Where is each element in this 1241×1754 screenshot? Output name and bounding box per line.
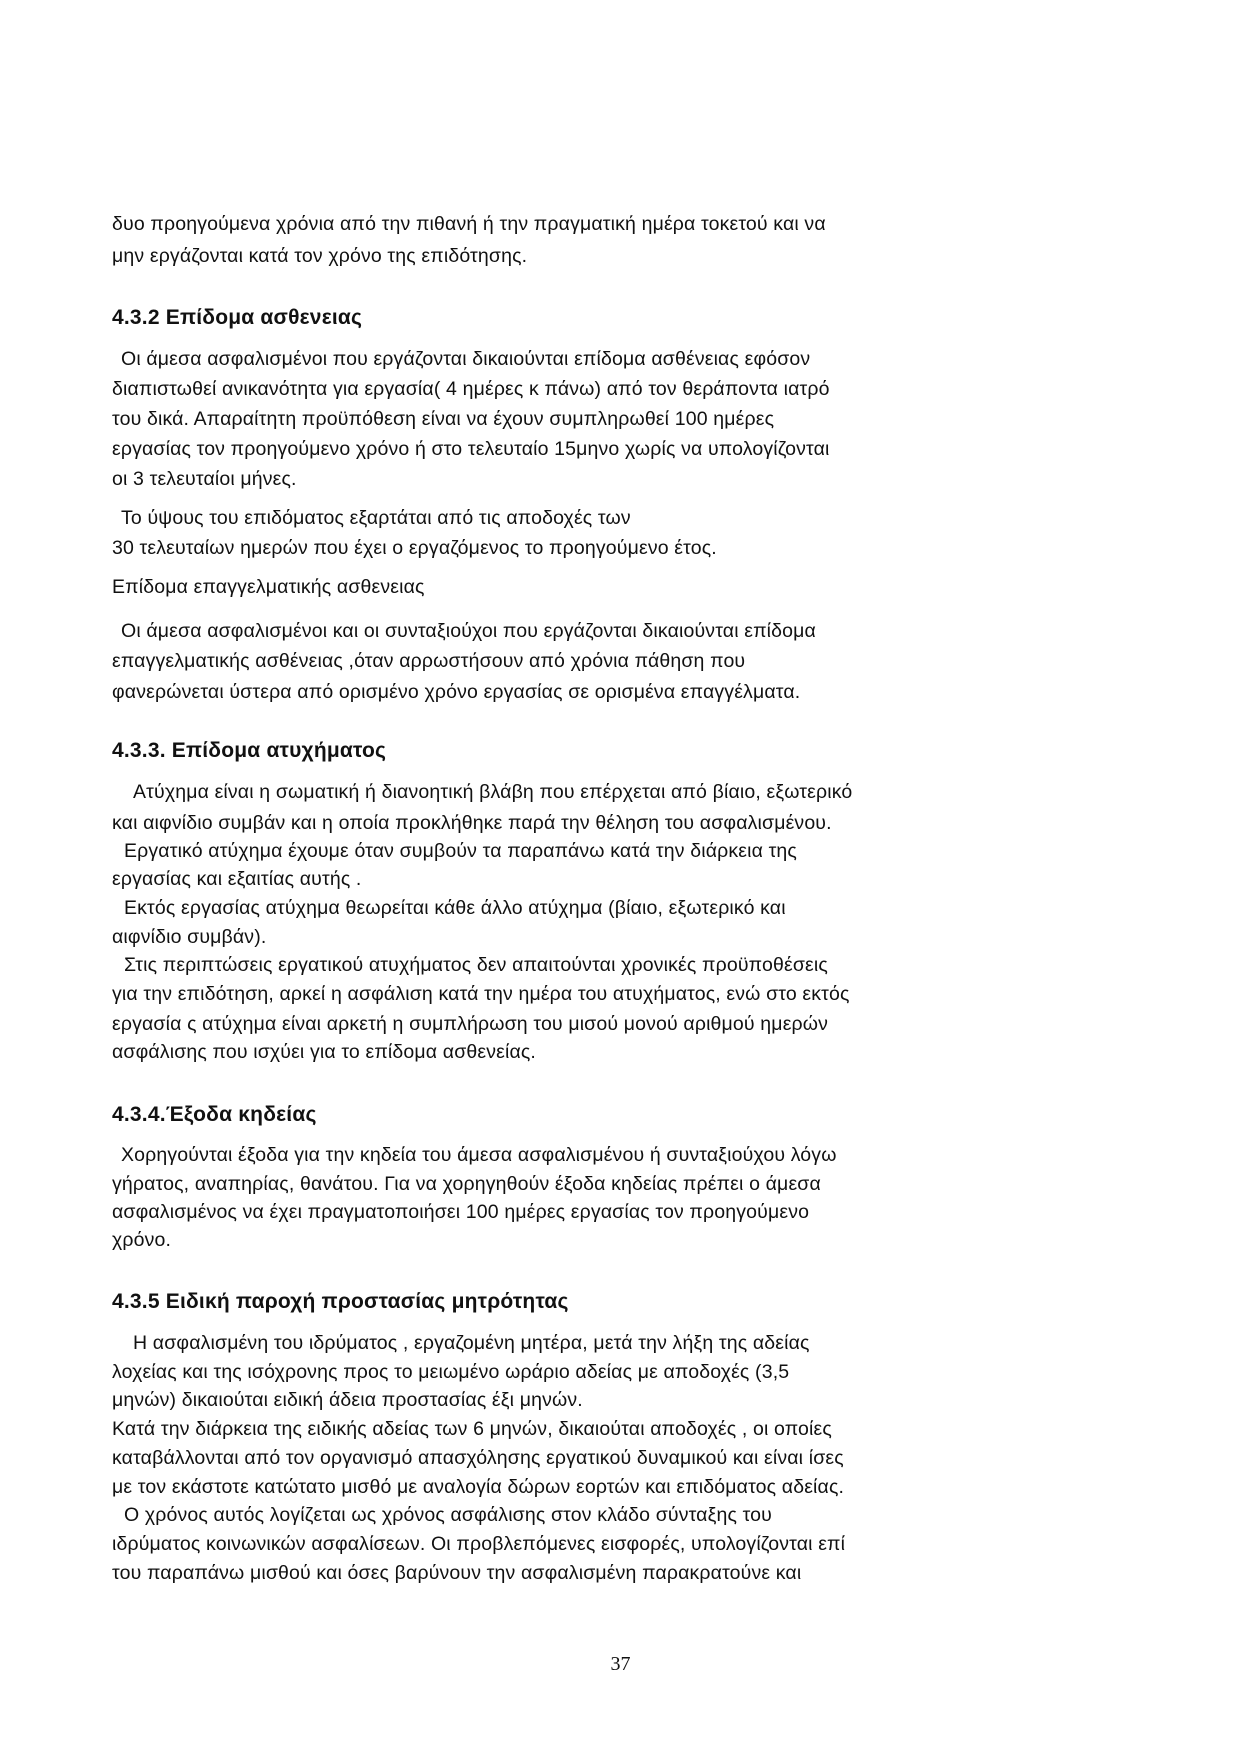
paragraph-line: χρόνο. — [112, 1229, 172, 1251]
paragraph-line: διαπιστωθεί ανικανότητα για εργασία( 4 ημέρες κ πάνω) από τον θεράποντα ιατρό — [112, 378, 830, 400]
paragraph-line: και αιφνίδιο συμβάν και η οποία προκλήθηκε παρά την θέληση του ασφαλισμένου. — [112, 812, 832, 834]
paragraph-line: ασφάλισης που ισχύει για το επίδομα ασθενείας. — [112, 1041, 536, 1063]
section-heading-4-3-2: 4.3.2 Επίδομα ασθενειας — [112, 306, 363, 329]
subheading-occupational-illness: Επίδομα επαγγελματικής ασθενειας — [112, 576, 425, 598]
paragraph-line: εργασίας και εξαιτίας αυτής . — [112, 868, 362, 890]
section-heading-4-3-3: 4.3.3. Επίδομα ατυχήματος — [112, 739, 387, 762]
paragraph-line: Χορηγούνται έξοδα για την κηδεία του άμεσα ασφαλισμένου ή συνταξιούχου λόγω — [121, 1144, 837, 1166]
paragraph-line: γήρατος, αναπηρίας, θανάτου. Για να χορηγηθούν έξοδα κηδείας πρέπει ο άμεσα — [112, 1173, 821, 1195]
paragraph-line: καταβάλλονται από τον οργανισμό απασχόλησης εργατικού δυναμικού και είναι ίσες — [112, 1447, 844, 1469]
paragraph-line: με τον εκάστοτε κατώτατο μισθό με αναλογία δώρων εορτών και επιδόματος αδείας. — [112, 1476, 845, 1498]
paragraph-line: δυο προηγούμενα χρόνια από την πιθανή ή την πραγματική ημέρα τοκετού και να — [112, 213, 826, 235]
paragraph-line: μην εργάζονται κατά τον χρόνο της επιδότησης. — [112, 245, 528, 267]
paragraph-line: αιφνίδιο συμβάν). — [112, 926, 267, 948]
paragraph-line: εργασία ς ατύχημα είναι αρκετή η συμπλήρωση του μισού μονού αριθμού ημερών — [112, 1013, 829, 1035]
paragraph-line: εργασίας τον προηγούμενο χρόνο ή στο τελευταίο 15μηνο χωρίς να υπολογίζονται — [112, 438, 830, 460]
paragraph-line: Ο χρόνος αυτός λογίζεται ως χρόνος ασφάλισης στον κλάδο σύνταξης του — [124, 1504, 772, 1526]
paragraph-line: Οι άμεσα ασφαλισμένοι και οι συνταξιούχοι που εργάζονται δικαιούνται επίδομα — [121, 620, 816, 642]
section-heading-4-3-5: 4.3.5 Ειδική παροχή προστασίας μητρότητας — [112, 1290, 569, 1313]
paragraph-line: επαγγελματικής ασθένειας ,όταν αρρωστήσουν από χρόνια πάθηση που — [112, 650, 746, 672]
paragraph-line: Εργατικό ατύχημα έχουμε όταν συμβούν τα παραπάνω κατά την διάρκεια της — [124, 840, 797, 862]
page-number: 37 — [610, 1653, 631, 1675]
paragraph-line: 30 τελευταίων ημερών που έχει ο εργαζόμενος το προηγούμενο έτος. — [112, 537, 717, 559]
paragraph-line: ασφαλισμένος να έχει πραγματοποιήσει 100 ημέρες εργασίας τον προηγούμενο — [112, 1201, 810, 1223]
paragraph-line: του δικά. Απαραίτητη προϋπόθεση είναι να έχουν συμπληρωθεί 100 ημέρες — [112, 408, 775, 430]
paragraph-line: Στις περιπτώσεις εργατικού ατυχήματος δεν απαιτούνται χρονικές προϋποθέσεις — [124, 954, 828, 976]
paragraph-line: Ατύχημα είναι η σωματική ή διανοητική βλάβη που επέρχεται από βίαιο, εξωτερικό — [133, 781, 853, 803]
paragraph-line: λοχείας και της ισόχρονης προς το μειωμένο ωράριο αδείας με αποδοχές (3,5 — [112, 1361, 790, 1383]
paragraph-line: Κατά την διάρκεια της ειδικής αδείας των 6 μηνών, δικαιούται αποδοχές , οι οποίες — [112, 1418, 832, 1440]
paragraph-line: οι 3 τελευταίοι μήνες. — [112, 468, 297, 490]
paragraph-line: του παραπάνω μισθού και όσες βαρύνουν την ασφαλισμένη παρακρατούνε και — [112, 1562, 802, 1584]
paragraph-line: Εκτός εργασίας ατύχημα θεωρείται κάθε άλλο ατύχημα (βίαιο, εξωτερικό και — [124, 897, 786, 919]
paragraph-line: Η ασφαλισμένη του ιδρύματος , εργαζομένη μητέρα, μετά την λήξη της αδείας — [133, 1332, 810, 1354]
paragraph-line: για την επιδότηση, αρκεί η ασφάλιση κατά την ημέρα του ατυχήματος, ενώ στο εκτός — [112, 983, 850, 1005]
section-heading-4-3-4: 4.3.4.Έξοδα κηδείας — [112, 1103, 317, 1126]
paragraph-line: φανερώνεται ύστερα από ορισμένο χρόνο εργασίας σε ορισμένα επαγγέλματα. — [112, 681, 801, 703]
paragraph-line: μηνών) δικαιούται ειδική άδεια προστασίας έξι μηνών. — [112, 1389, 583, 1411]
paragraph-line: Το ύψους του επιδόματος εξαρτάται από τις αποδοχές των — [121, 507, 631, 529]
paragraph-line: Οι άμεσα ασφαλισμένοι που εργάζονται δικαιούνται επίδομα ασθένειας εφόσον — [121, 348, 811, 370]
paragraph-line: ιδρύματος κοινωνικών ασφαλίσεων. Οι προβλεπόμενες εισφορές, υπολογίζονται επί — [112, 1533, 846, 1555]
